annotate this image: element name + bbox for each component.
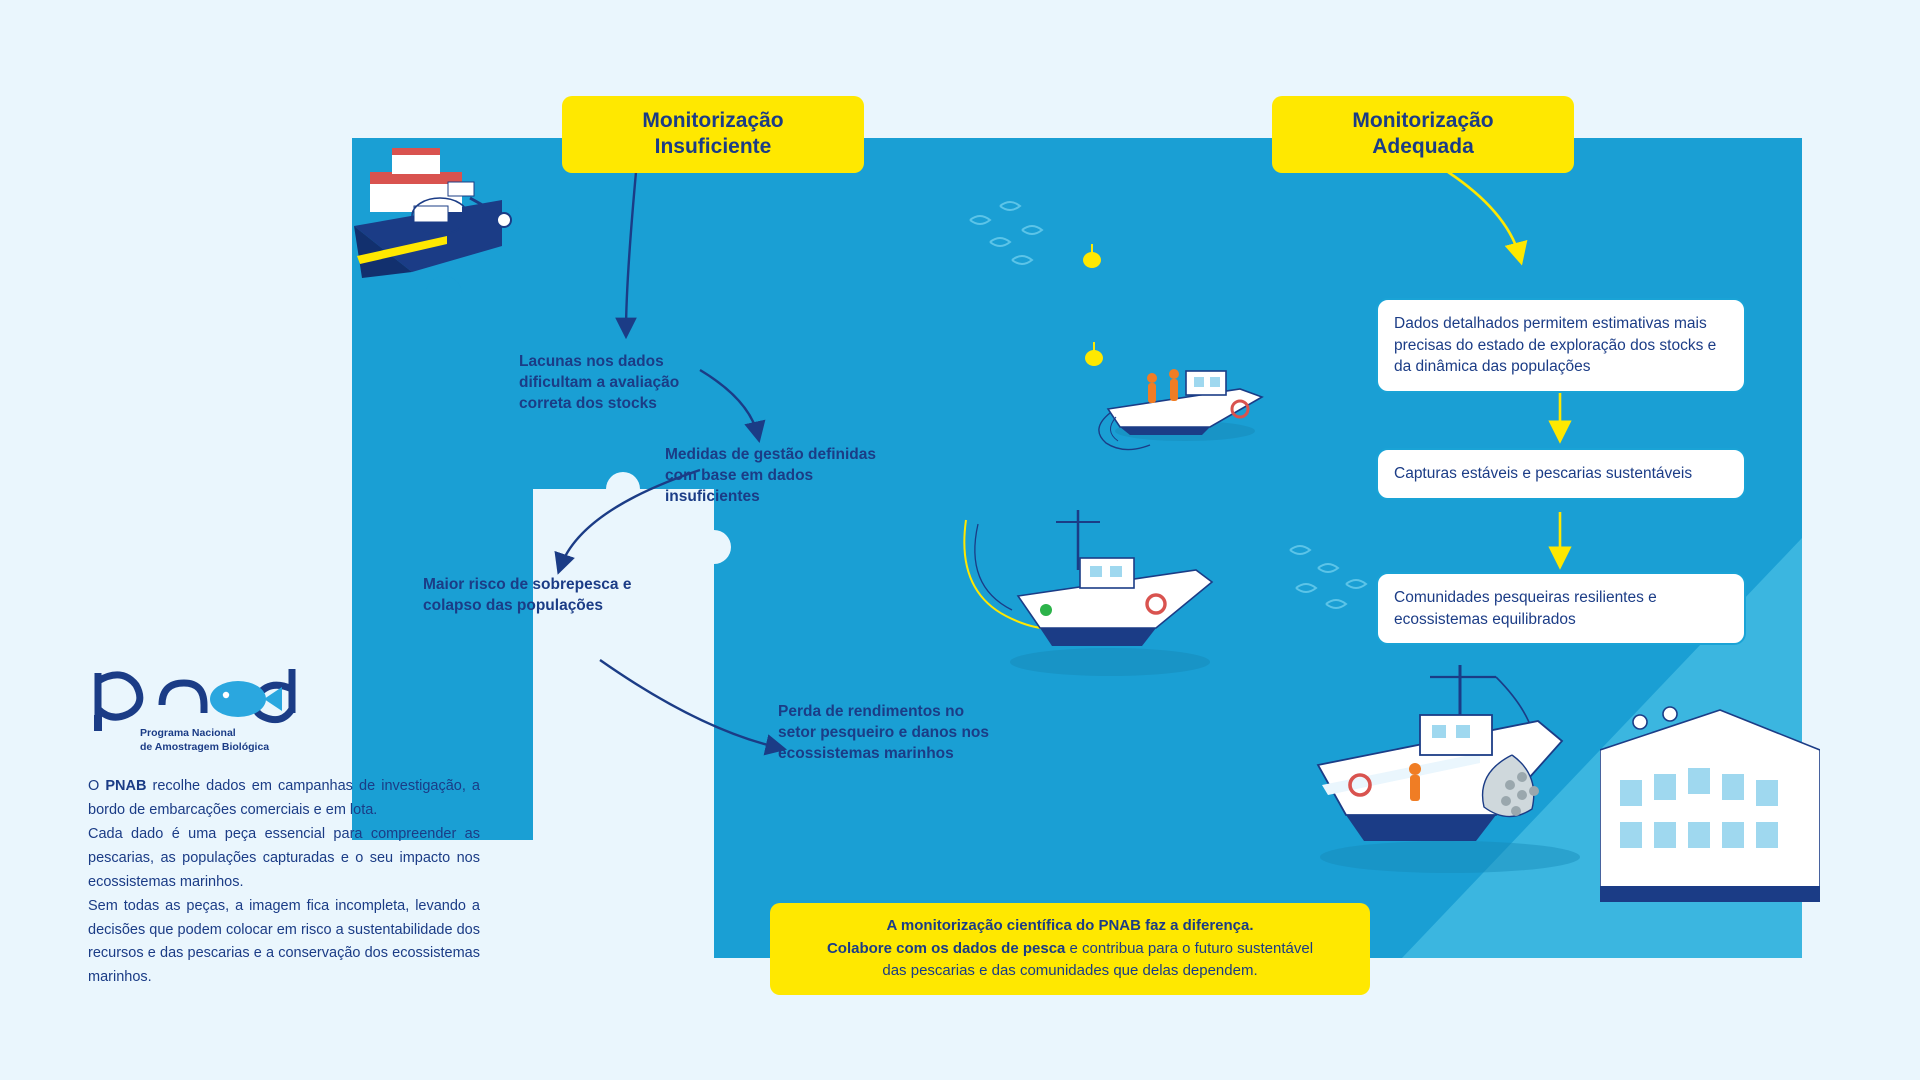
note-income-loss: Perda de rendimentos no setor pesqueiro e danos nos ecossistemas marinhos (778, 703, 990, 762)
banner-line2-bold: Colabore com os dados de pesca (826, 939, 1066, 957)
harbour-buildings (1600, 690, 1820, 920)
paragraph-1-bold: PNAB (105, 778, 147, 794)
box-resilient-communities: Comunidades pesqueiras resilientes e ecossistemas equilibrados (1376, 572, 1746, 645)
tag-monitorizacao-adequada (1272, 96, 1574, 173)
mid-trawler (960, 500, 1220, 690)
banner-line2-rest: e contribua para o futuro sustentável (1065, 939, 1314, 957)
tag-insufficient-line2: Insuficiente (654, 135, 772, 159)
tag-monitorizacao-insuficiente (562, 96, 864, 173)
buoy-mid (1082, 338, 1106, 368)
note-data-gaps: Lacunas nos dados dificultam a avaliação correta dos stocks (519, 353, 680, 412)
fish-shoal-top (960, 190, 1100, 280)
large-trawler (1300, 645, 1620, 885)
paragraph-1 (88, 775, 480, 823)
pnab-logo (88, 655, 318, 735)
box-stable-catches: Capturas estáveis e pescarias sustentáveis (1376, 448, 1746, 500)
tag-insufficient-line1: Monitorização (642, 109, 784, 132)
paragraph-1-pre: O (88, 778, 106, 794)
logo-subtitle-line2: de Amostragem Biológica (140, 740, 270, 753)
paragraph-2: Cada dado é uma peça essencial para compreender as pescarias, as populações capturadas e o seu impacto nos ecossistemas marinhos. (88, 825, 480, 890)
note-management-measures: Medidas de gestão definidas com base em dados insuficientes (665, 446, 877, 505)
pnab-logo-subtitle (140, 727, 360, 754)
paragraph-1-post: recolhe dados em campanhas de investigação, a bordo de embarcações comerciais e em lota. (88, 778, 480, 818)
tag-adequate-line2: Adequada (1372, 135, 1474, 159)
description-paragraph (88, 775, 480, 990)
banner-line3: das pescarias e das comunidades que delas dependem. (882, 962, 1258, 979)
tag-adequate-line1: Monitorização (1352, 109, 1494, 132)
call-to-action-banner (770, 903, 1370, 995)
small-fishing-boat (1090, 335, 1280, 455)
note-overfishing-risk: Maior risco de sobrepesca e colapso das populações (423, 576, 632, 614)
box-detailed-data: Dados detalhados permitem estimativas mais precisas do estado de exploração dos stocks e da dinâmica das populações (1376, 298, 1746, 393)
logo-subtitle-line1: Programa Nacional (140, 727, 236, 739)
banner-line1: A monitorização científica do PNAB faz a diferença. (886, 917, 1254, 934)
paragraph-3: Sem todas as peças, a imagem fica incompleta, levando a decisões que podem colocar em risco a sustentabilidade dos recursos e das pescarias e a conservação dos ecossistemas marinhos. (88, 897, 480, 986)
